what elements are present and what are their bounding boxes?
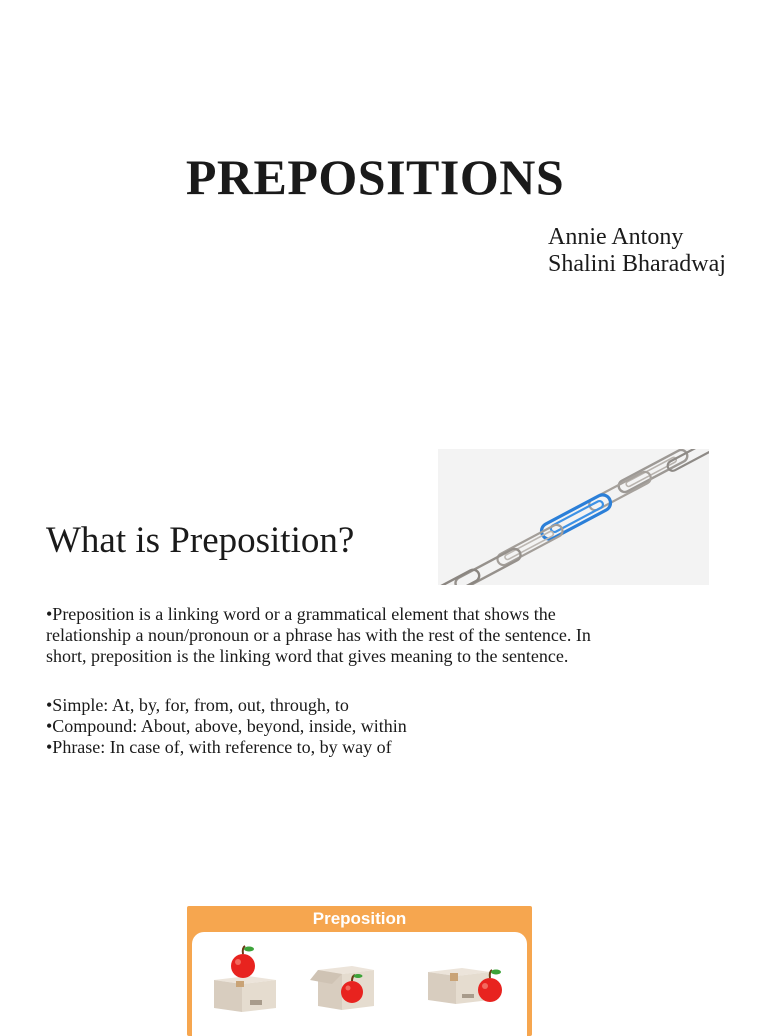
- section-heading: What is Preposition?: [46, 520, 355, 561]
- apple-in-box-icon: [310, 966, 374, 1010]
- type-item-simple: •Simple: At, by, for, from, out, through, to: [46, 695, 349, 715]
- author-list: [548, 224, 726, 278]
- card-body: [192, 932, 527, 1036]
- definition-line: relationship a noun/pronoun or a phrase has with the rest of the sentence. In: [46, 625, 591, 645]
- slide-title: PREPOSITIONS: [185, 149, 565, 205]
- type-item-phrase: •Phrase: In case of, with reference to, by way of: [46, 737, 392, 757]
- paperclip-chain-icon: [438, 449, 709, 585]
- author-name: Annie Antony: [548, 224, 684, 250]
- apple-on-box-icon: [214, 946, 276, 1012]
- preposition-card: [187, 906, 532, 1036]
- preposition-types-list: [46, 695, 407, 758]
- definition-line: short, preposition is the linking word that gives meaning to the sentence.: [46, 646, 569, 666]
- type-item-compound: •Compound: About, above, beyond, inside, within: [46, 716, 407, 736]
- definition-paragraph: [46, 604, 646, 667]
- author-name: Shalini Bharadwaj: [548, 251, 726, 277]
- card-title: Preposition: [312, 909, 407, 928]
- definition-line: •Preposition is a linking word or a grammatical element that shows the: [46, 604, 556, 624]
- apple-beside-box-icon: [428, 968, 502, 1004]
